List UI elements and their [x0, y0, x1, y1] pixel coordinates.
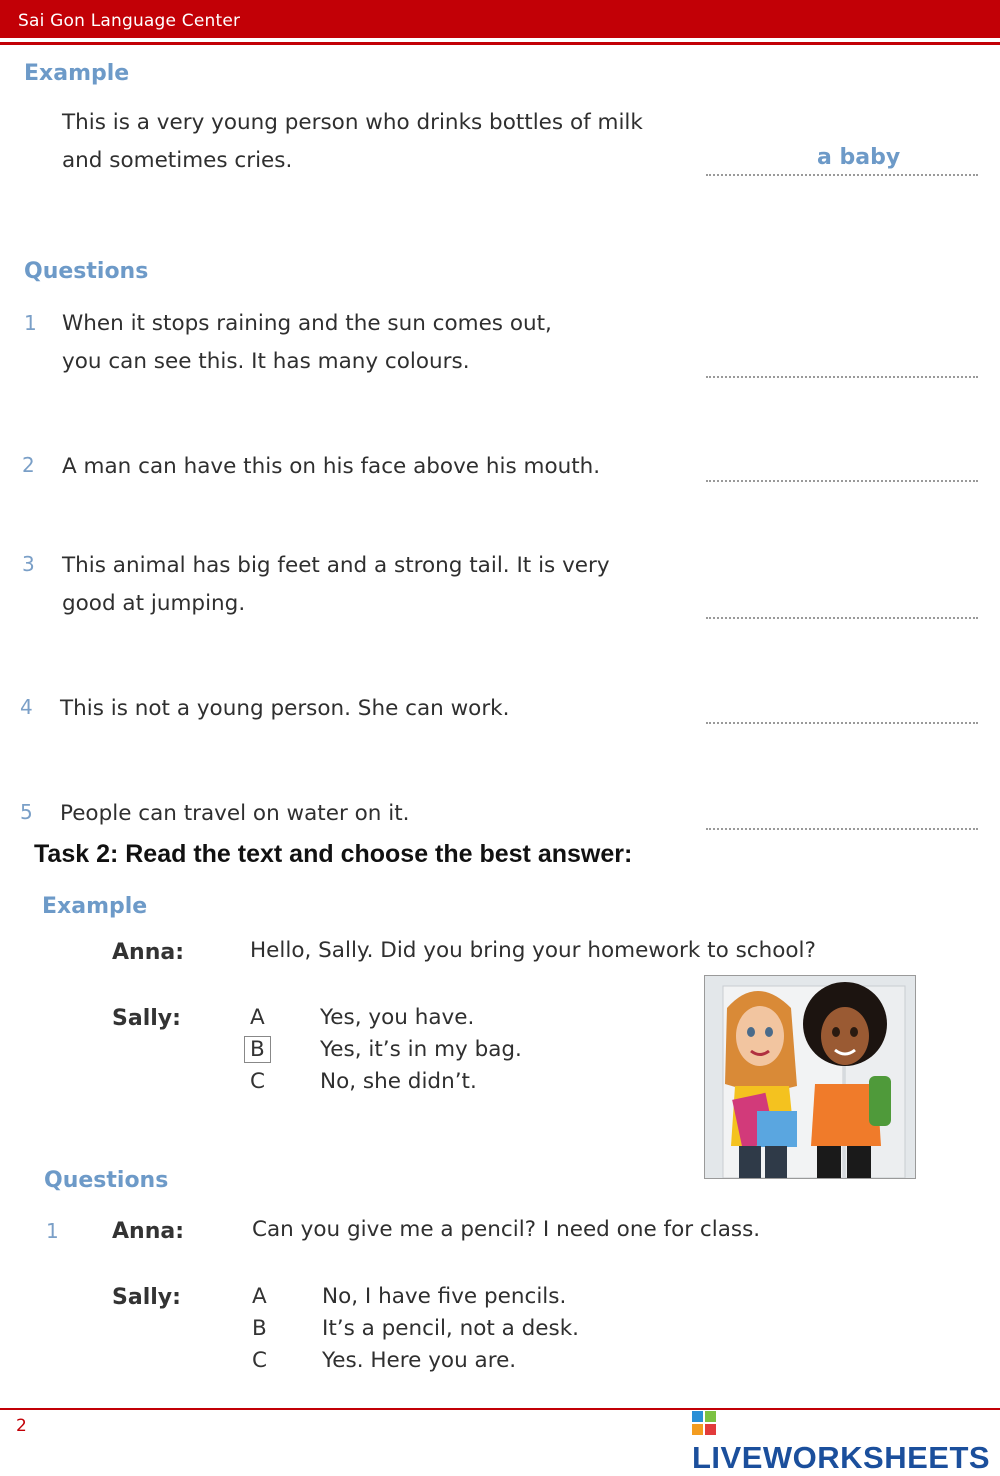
example-answer-line: [706, 174, 978, 176]
question-3-text: [62, 547, 610, 623]
option-text[interactable]: Yes. Here you are.: [322, 1348, 517, 1373]
speaker-label: Anna:: [112, 940, 184, 965]
header-divider: [0, 42, 1000, 45]
question-line: When it stops raining and the sun comes out,: [62, 311, 552, 336]
option-letter-selected: [250, 1037, 271, 1062]
question-number: 3: [22, 552, 35, 576]
example-text: [62, 104, 643, 180]
option-text[interactable]: No, I have five pencils.: [322, 1284, 567, 1309]
option-text: No, she didn’t.: [320, 1069, 477, 1094]
question-line: you can see this. It has many colours.: [62, 349, 470, 374]
brand-text: LIVEWORKSHEETS: [692, 1440, 991, 1475]
question-line: This is not a young person. She can work.: [60, 696, 510, 721]
answer-field-4[interactable]: [706, 722, 978, 724]
speaker-label: Sally:: [112, 1285, 181, 1310]
option-text: Yes, you have.: [320, 1005, 475, 1030]
answer-field-1[interactable]: [706, 376, 978, 378]
option-letter: C: [250, 1069, 266, 1094]
option-text: Yes, it’s in my bag.: [320, 1037, 522, 1062]
dialogue-line: Hello, Sally. Did you bring your homework to school?: [250, 938, 816, 963]
task-2-example-heading: Example: [42, 894, 148, 919]
question-number: 2: [22, 453, 35, 477]
speaker-label: Anna:: [112, 1219, 184, 1244]
question-2-text: [62, 448, 600, 486]
question-number: 1: [24, 311, 37, 335]
example-answer: a baby: [817, 145, 901, 170]
task-2-title: Task 2: Read the text and choose the best answer:: [34, 840, 633, 868]
header-title: Sai Gon Language Center: [18, 11, 241, 31]
liveworksheets-logo-icon: [692, 1411, 716, 1435]
answer-field-2[interactable]: [706, 480, 978, 482]
example-line-1: This is a very young person who drinks bottles of milk: [62, 110, 643, 135]
question-5-text: [60, 795, 409, 833]
option-text[interactable]: It’s a pencil, not a desk.: [322, 1316, 580, 1341]
two-girls-illustration: [704, 975, 916, 1179]
question-1-text: [62, 305, 552, 381]
question-4-text: [60, 690, 509, 728]
speaker-label: Sally:: [112, 1006, 181, 1031]
option-box: B: [244, 1036, 271, 1063]
question-number: 1: [46, 1219, 59, 1243]
question-number: 5: [20, 800, 33, 824]
question-line: good at jumping.: [62, 591, 246, 616]
option-letter[interactable]: A: [252, 1284, 267, 1309]
example-line-2: and sometimes cries.: [62, 148, 293, 173]
two-girls-illustration: [705, 976, 915, 1178]
option-letter: A: [250, 1005, 265, 1030]
questions-heading: Questions: [24, 259, 149, 284]
question-line: People can travel on water on it.: [60, 801, 410, 826]
option-letter[interactable]: B: [252, 1316, 267, 1341]
question-line: This animal has big feet and a strong tail. It is very: [62, 553, 610, 578]
option-letter[interactable]: C: [252, 1348, 268, 1373]
liveworksheets-logo: [692, 1404, 1000, 1476]
task-2-questions-heading: Questions: [44, 1168, 169, 1193]
answer-field-5[interactable]: [706, 828, 978, 830]
example-heading: Example: [24, 61, 130, 86]
answer-field-3[interactable]: [706, 617, 978, 619]
page-number: 2: [16, 1416, 27, 1436]
question-number: 4: [20, 695, 33, 719]
question-line: A man can have this on his face above his mouth.: [62, 454, 601, 479]
dialogue-line: Can you give me a pencil? I need one for class.: [252, 1217, 761, 1242]
